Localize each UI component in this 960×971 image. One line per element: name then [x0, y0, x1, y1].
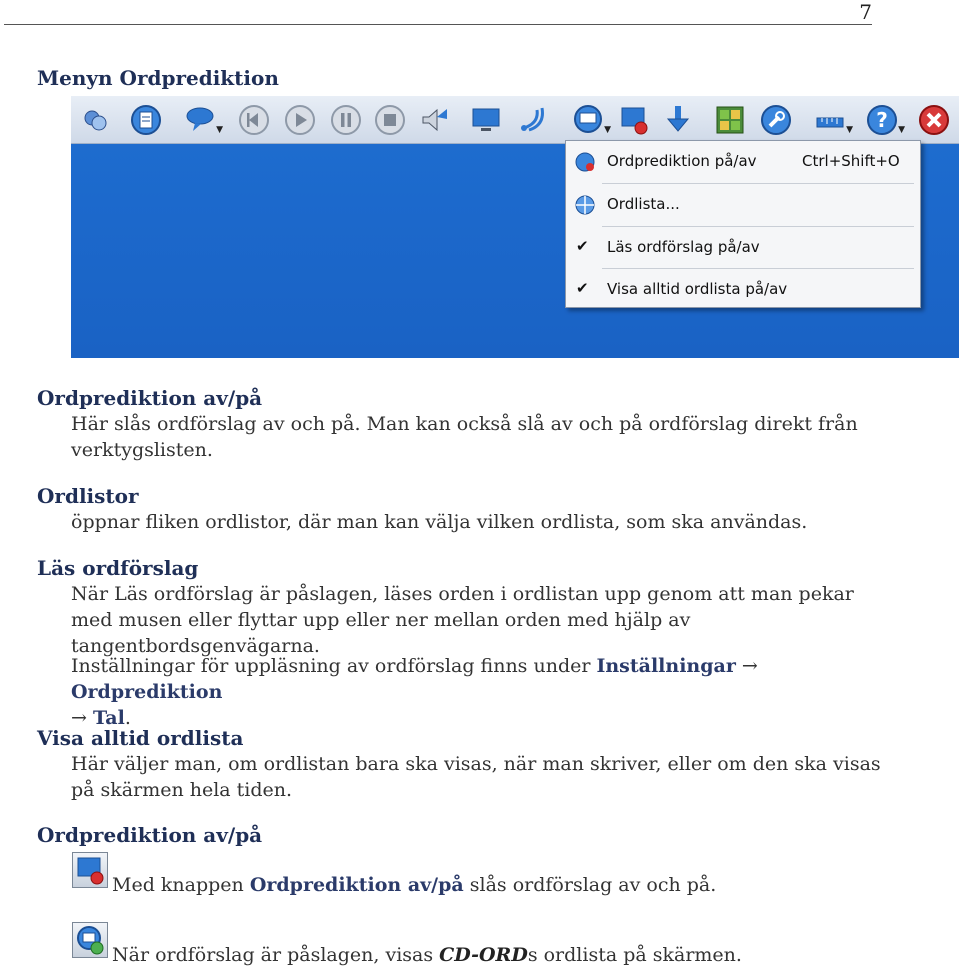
speaker-icon[interactable] — [417, 103, 451, 137]
help-icon[interactable]: ? ▼ — [865, 103, 899, 137]
embedded-screenshot — [71, 96, 959, 358]
word-prediction-toggle-icon — [72, 852, 108, 888]
ruler-icon[interactable]: ▼ — [813, 103, 847, 137]
toolbar — [71, 96, 959, 144]
page-number: 7 — [859, 0, 872, 24]
section-title: Menyn Ordprediktion — [37, 66, 279, 90]
paragraph-word-lists: öppnar fliken ordlistor, där man kan välja vilken ordlista, som ska användas. — [71, 511, 808, 533]
button-line-1: Med knappen Ordprediktion av/på slås ordförslag av och på. — [112, 874, 717, 896]
wrench-icon[interactable] — [759, 103, 793, 137]
link-speech[interactable]: Tal — [92, 707, 125, 729]
globe-list-icon — [574, 194, 596, 216]
speech-dropdown-icon[interactable]: ▼ — [183, 103, 217, 137]
play-icon[interactable] — [283, 103, 317, 137]
menu-item-word-prediction[interactable]: Ordprediktion på/av Ctrl+Shift+O — [566, 141, 920, 183]
button-line-2: När ordförslag är påslagen, visas CD-ORDs ordlista på skärmen. — [112, 944, 742, 966]
heading-read-suggestions: Läs ordförslag — [37, 556, 199, 580]
skip-back-icon[interactable] — [237, 103, 271, 137]
pause-icon[interactable] — [329, 103, 363, 137]
refresh-icon[interactable] — [79, 103, 113, 137]
header-rule — [4, 24, 872, 25]
monitor-icon[interactable] — [469, 103, 503, 137]
paragraph-always-show: Här väljer man, om ordlistan bara ska visas, när man skriver, eller om den ska visas på skärmen hela tiden. — [71, 753, 881, 801]
heading-word-prediction-button: Ordprediktion av/på — [37, 823, 263, 847]
word-prediction-icon[interactable]: ▼ — [571, 103, 605, 137]
paragraph-word-prediction: Här slås ordförslag av och på. Man kan också slå av och på ordförslag direkt från verktygslisten. — [71, 413, 858, 461]
sound-wave-icon[interactable] — [515, 103, 549, 137]
link-settings[interactable]: Inställningar — [596, 655, 736, 677]
link-word-prediction[interactable]: Ordprediktion — [71, 681, 223, 703]
download-arrow-icon[interactable] — [661, 103, 695, 137]
word-prediction-on-icon — [72, 922, 108, 958]
word-prediction-off-icon[interactable] — [617, 103, 651, 137]
windows-grid-icon[interactable] — [713, 103, 747, 137]
paragraph-settings-path: Inställningar för uppläsning av ordförslag finns under Inställningar → Ordprediktion → Tal. — [71, 655, 758, 729]
menu-item-word-list[interactable]: Ordlista... — [566, 184, 920, 226]
word-prediction-menu — [565, 140, 921, 308]
heading-word-lists: Ordlistor — [37, 484, 139, 508]
menu-item-always-show-list[interactable]: ✔ Visa alltid ordlista på/av — [576, 279, 788, 298]
check-icon: ✔ — [576, 237, 589, 255]
document-icon[interactable] — [129, 103, 163, 137]
paragraph-read-suggestions: När Läs ordförslag är påslagen, läses orden i ordlistan upp genom att man pekar med musen eller flyttar upp eller ner mellan orden med hjälp av tangentbordsgenvägarna. — [71, 583, 854, 657]
svg-text:?: ? — [876, 108, 888, 132]
menu-item-read-suggestions[interactable]: ✔ Läs ordförslag på/av — [576, 237, 760, 256]
check-icon: ✔ — [576, 279, 589, 297]
close-icon[interactable] — [917, 103, 951, 137]
heading-word-prediction: Ordprediktion av/på — [37, 386, 263, 410]
stop-icon[interactable] — [373, 103, 407, 137]
heading-always-show: Visa alltid ordlista — [37, 726, 244, 750]
word-prediction-icon — [574, 151, 596, 173]
